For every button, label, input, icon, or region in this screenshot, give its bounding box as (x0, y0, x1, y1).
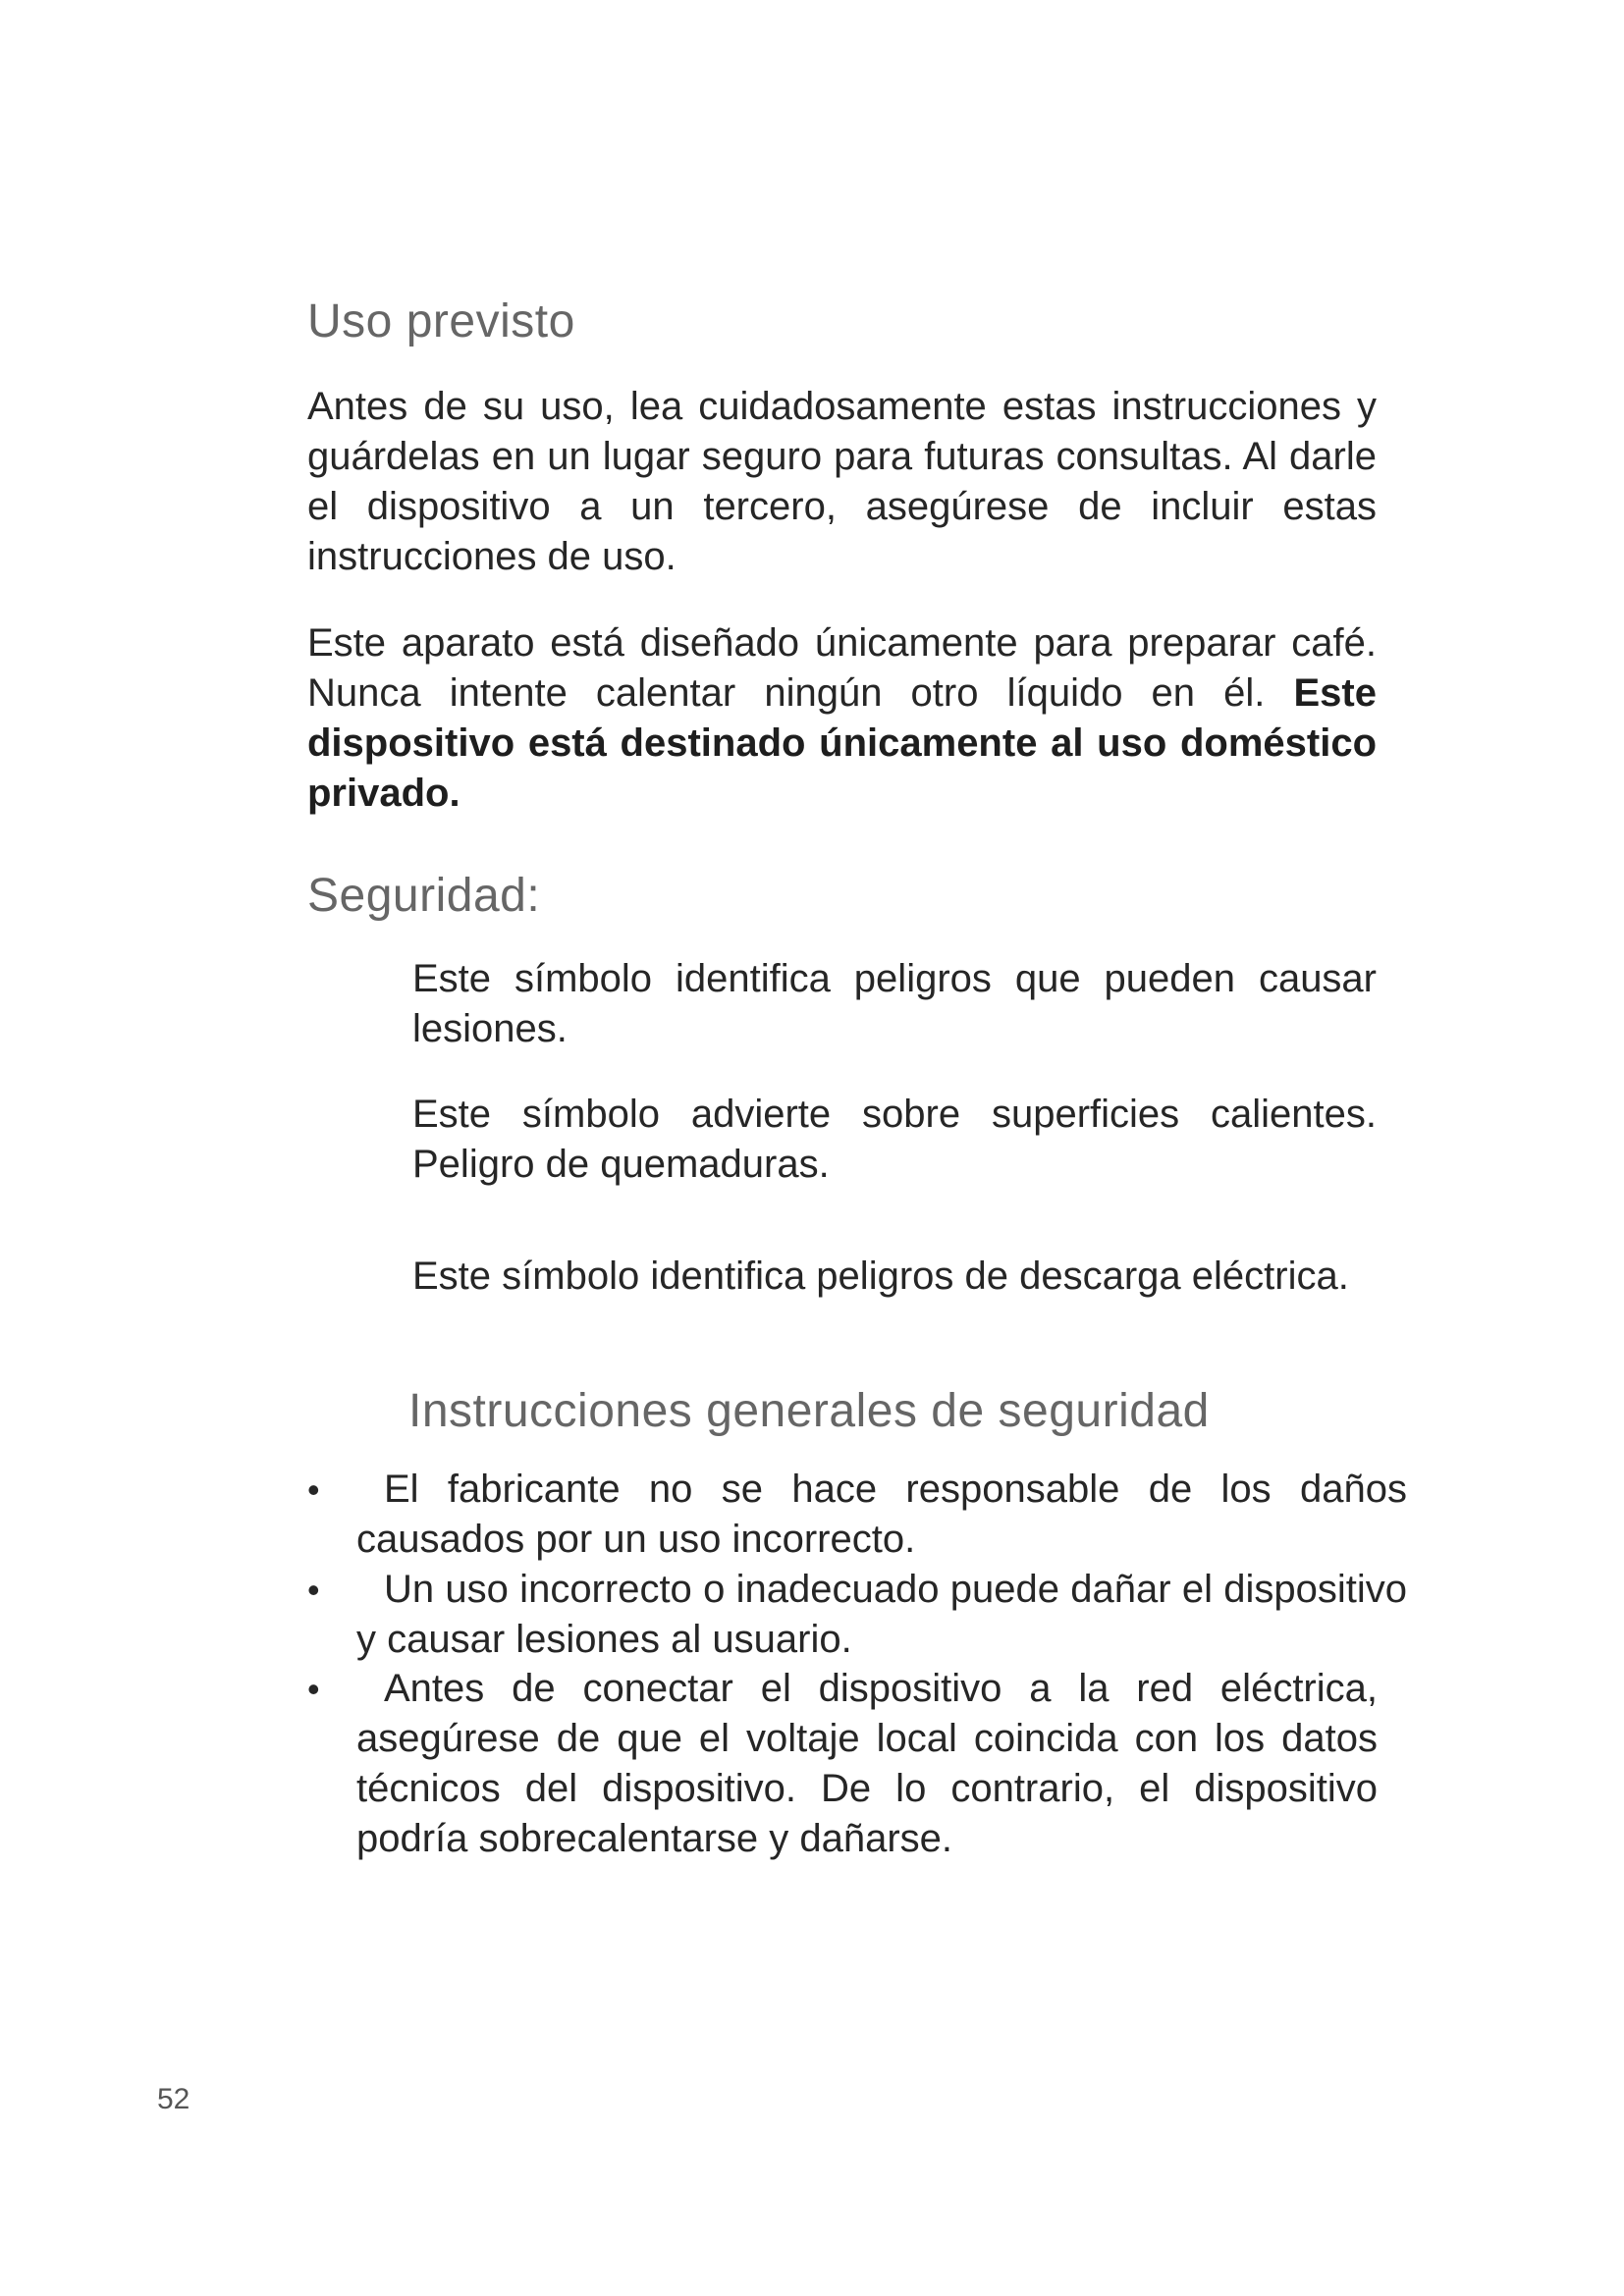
bullet-icon: • (307, 1570, 320, 1610)
symbol-hot-surface-description: Este símbolo advierte sobre superficies calientes. Peligro de quemaduras. (412, 1093, 1377, 1186)
list-item-text: El fabricante no se hace responsable de los daños causados por un uso incorrecto. (356, 1468, 1407, 1561)
heading-instrucciones-generales: Instrucciones generales de seguridad (408, 1385, 1210, 1437)
heading-uso-previsto: Uso previsto (307, 295, 575, 347)
bullet-icon: • (307, 1469, 320, 1510)
heading-seguridad: Seguridad: (307, 870, 541, 922)
list-item-text: Un uso incorrecto o inadecuado puede dañar el dispositivo y causar lesiones al usuario. (356, 1568, 1407, 1661)
intended-use-text: Este aparato está diseñado únicamente para preparar café. Nunca intente calentar ningún otro líquido en él. (307, 621, 1377, 715)
list-item (307, 1465, 1407, 1565)
list-item (307, 1664, 1378, 1864)
symbol-electric-shock-description: Este símbolo identifica peligros de descarga eléctrica. (412, 1255, 1349, 1298)
list-item (307, 1565, 1407, 1665)
paragraph-intended-use (307, 618, 1377, 819)
list-item-text: Antes de conectar el dispositivo a la red eléctrica, asegúrese de que el voltaje local coincida con los datos técnicos del dispositivo. De lo contrario, el dispositivo podría sobrecalentarse y dañarse. (356, 1667, 1378, 1860)
page-number: 52 (157, 2083, 190, 2115)
domestic-use-warning: Este dispositivo está destinado únicamente al uso doméstico privado. (307, 671, 1377, 815)
bullet-icon: • (307, 1669, 320, 1709)
paragraph-instructions-storage: Antes de su uso, lea cuidadosamente estas instrucciones y guárdelas en un lugar seguro para futuras consultas. Al darle el dispositivo a un tercero, asegúrese de incluir estas instrucciones de uso. (307, 385, 1377, 578)
symbol-injury-description: Este símbolo identifica peligros que pueden causar lesiones. (412, 957, 1377, 1050)
